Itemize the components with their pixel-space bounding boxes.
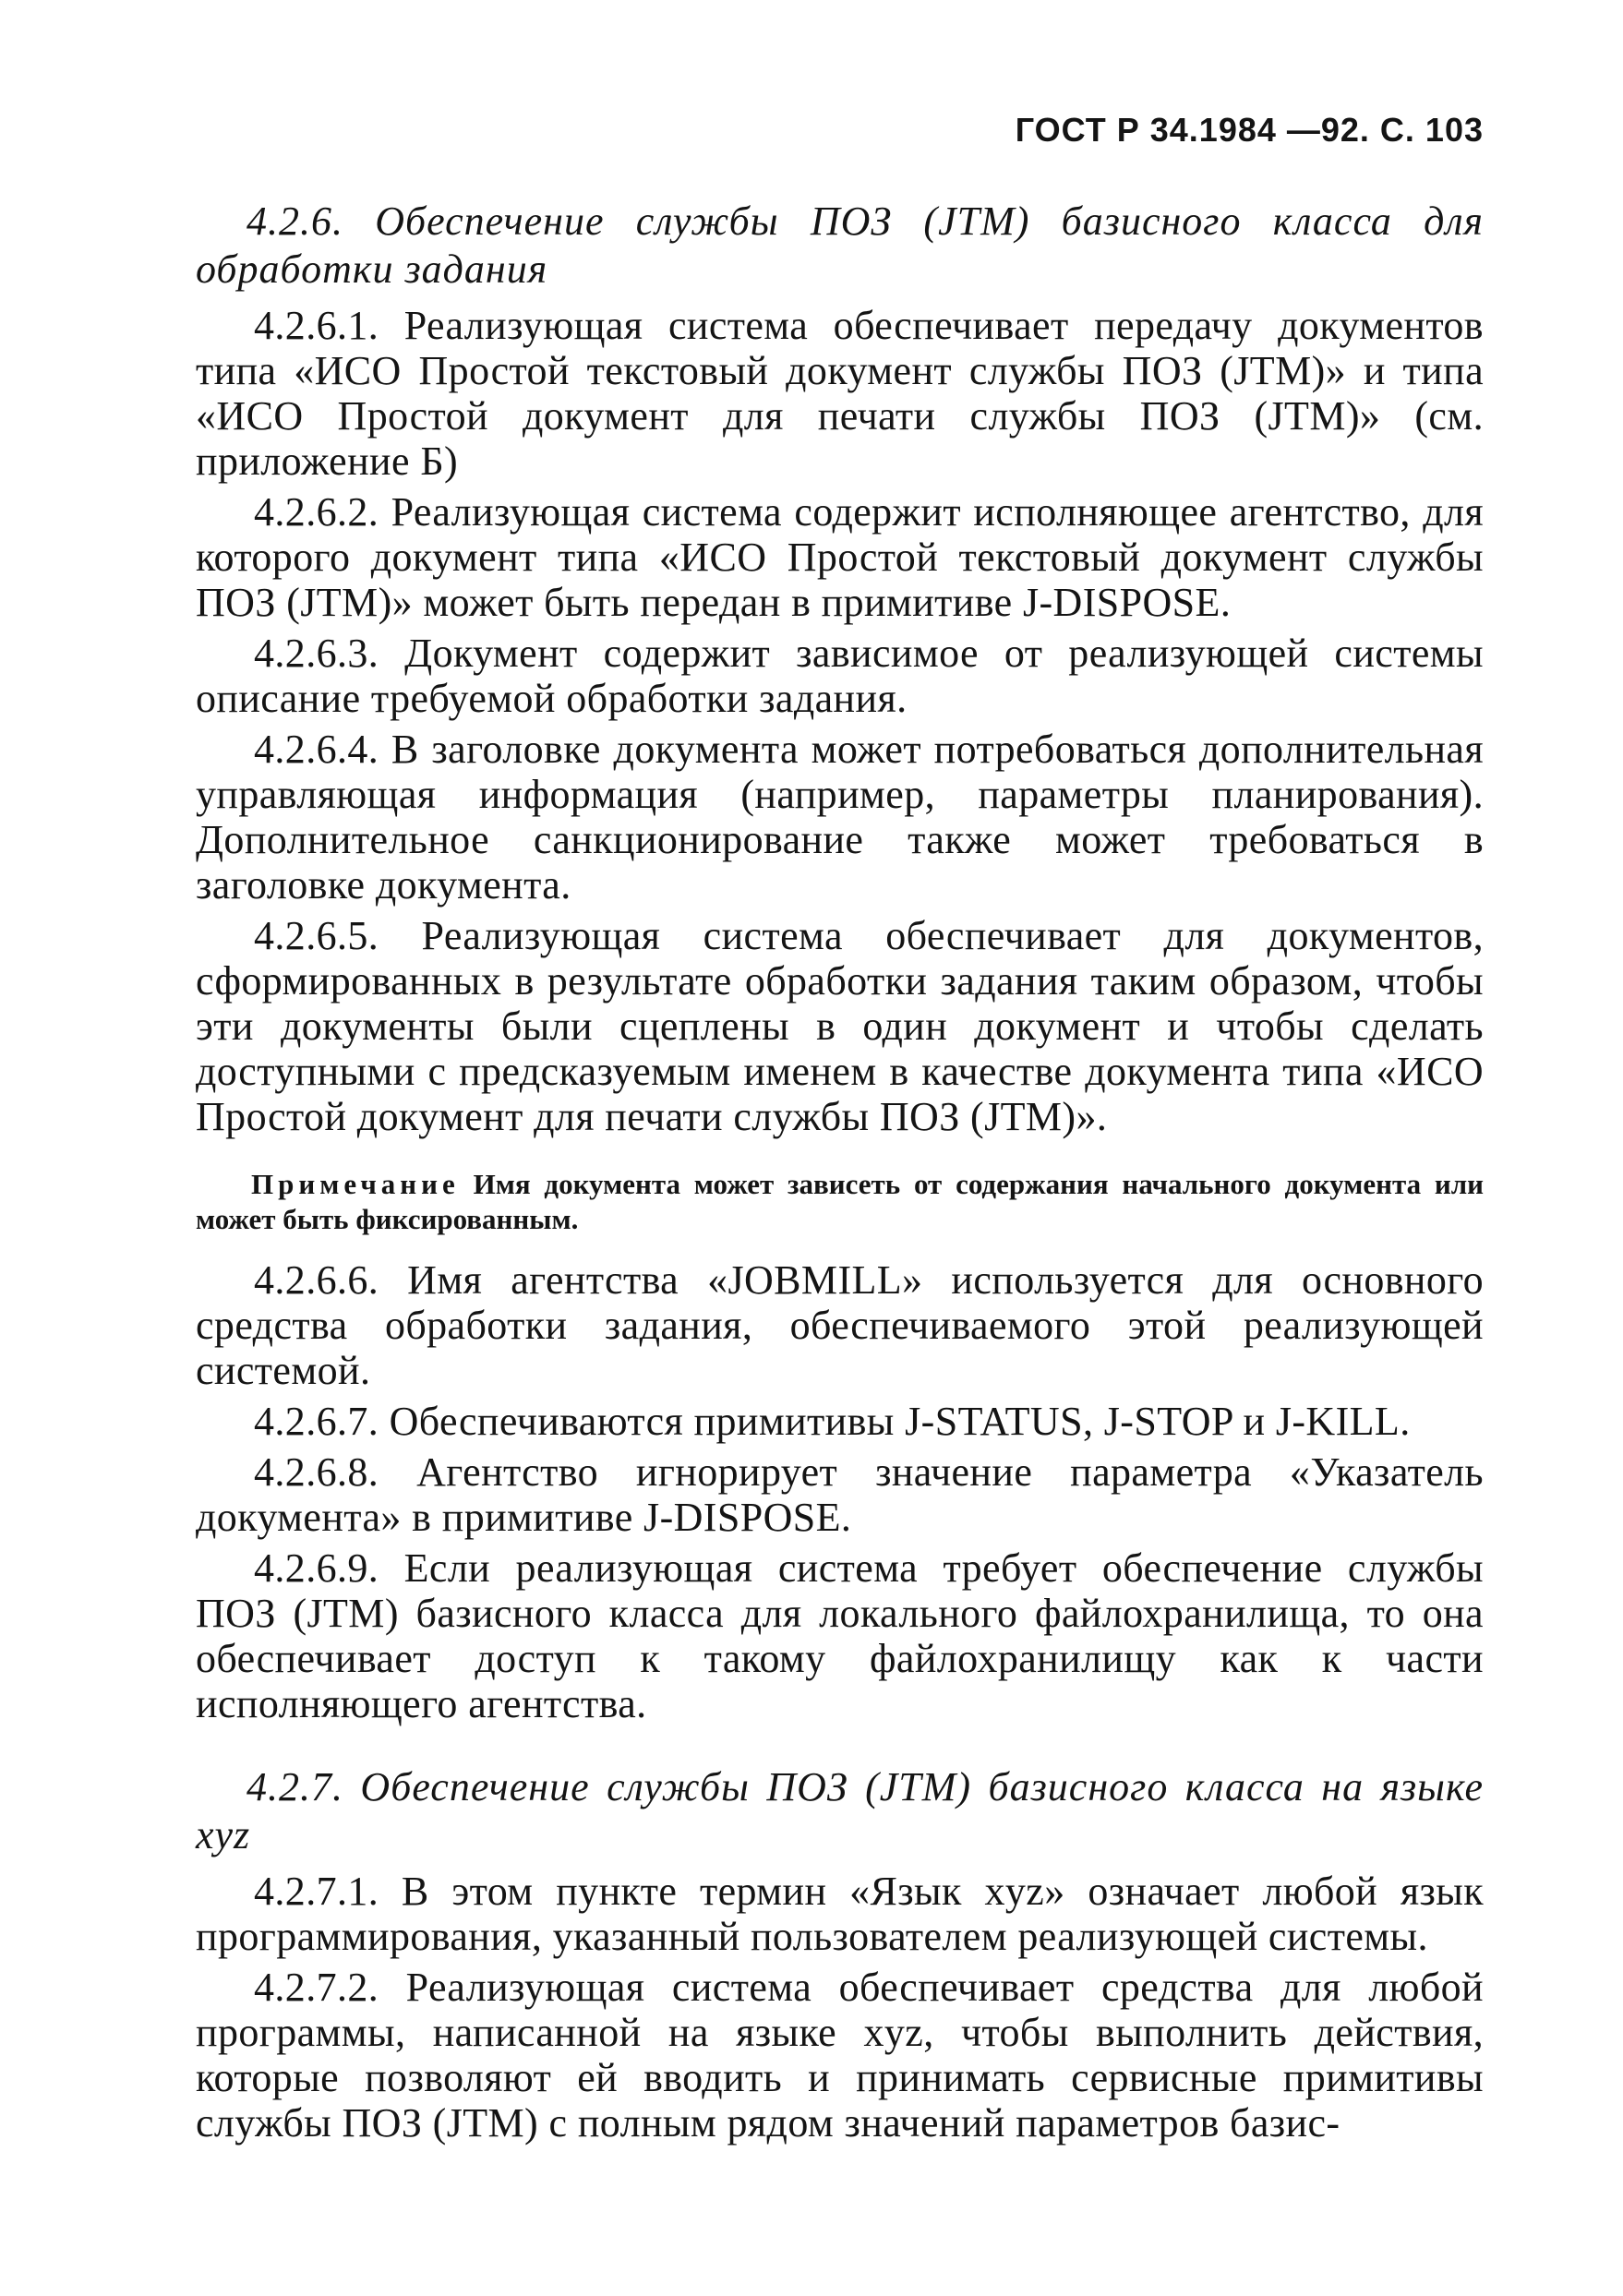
note bbox=[196, 1167, 1484, 1237]
paragraph-4-2-6-4: 4.2.6.4. В заголовке документа может потребоваться дополнительная управляющая информация (например, параметры планирования). Дополнительное санкционирование также может требоваться в заголовке документа. bbox=[196, 727, 1484, 908]
paragraph-4-2-6-1: 4.2.6.1. Реализующая система обеспечивает передачу документов типа «ИСО Простой текстовый документ службы ПОЗ (JTM)» и типа «ИСО Простой документ для печати службы ПОЗ (JTM)» (см. приложение Б) bbox=[196, 303, 1484, 484]
note-text: Имя документа может зависеть от содержания начального документа или может быть фиксированным. bbox=[196, 1168, 1484, 1235]
section-heading-4-2-6: 4.2.6. Обеспечение службы ПОЗ (JTM) базисного класса для обработки задания bbox=[196, 198, 1484, 292]
note-label: Примечание bbox=[251, 1168, 460, 1200]
paragraph-4-2-6-9: 4.2.6.9. Если реализующая система требует обеспечение службы ПОЗ (JTM) базисного класса для локального файлохранилища, то она обеспечивает доступ к такому файлохранилищу как к части исполняющего агентства. bbox=[196, 1545, 1484, 1726]
paragraph-4-2-6-8: 4.2.6.8. Агентство игнорирует значение параметра «Указатель документа» в примитиве J-DISPOSE. bbox=[196, 1449, 1484, 1540]
paragraph-4-2-6-5: 4.2.6.5. Реализующая система обеспечивает для документов, сформированных в результате обработки задания таким образом, чтобы эти документы были сцеплены в один документ и чтобы сделать доступными с предсказуемым именем в качестве документа типа «ИСО Простой документ для печати службы ПОЗ (JTM)». bbox=[196, 913, 1484, 1139]
running-header: ГОСТ Р 34.1984 —92. С. 103 bbox=[1015, 111, 1484, 149]
section-heading-4-2-7: 4.2.7. Обеспечение службы ПОЗ (JTM) базисного класса на языке xyz bbox=[196, 1764, 1484, 1857]
paragraph-4-2-6-7: 4.2.6.7. Обеспечиваются примитивы J-STATUS, J-STOP и J-KILL. bbox=[254, 1399, 1411, 1444]
document-page bbox=[196, 111, 1484, 2151]
paragraph-4-2-6-6: 4.2.6.6. Имя агентства «JOBMILL» используется для основного средства обработки задания, обеспечиваемого этой реализующей системой. bbox=[196, 1257, 1484, 1393]
paragraph-4-2-7-2: 4.2.7.2. Реализующая система обеспечивает средства для любой программы, написанной на языке xyz, чтобы выполнить действия, которые позволяют ей вводить и принимать сервисные примитивы службы ПОЗ (JTM) с полным рядом значений параметров базис- bbox=[196, 1965, 1484, 2146]
paragraph-4-2-7-1: 4.2.7.1. В этом пункте термин «Язык xyz» означает любой язык программирования, указанный пользователем реализующей системы. bbox=[196, 1869, 1484, 1959]
paragraph-4-2-6-3: 4.2.6.3. Документ содержит зависимое от реализующей системы описание требуемой обработки задания. bbox=[196, 631, 1484, 721]
paragraph-4-2-6-2: 4.2.6.2. Реализующая система содержит исполняющее агентство, для которого документ типа «ИСО Простой текстовый документ службы ПОЗ (JTM)» может быть передан в примитиве J-DISPOSE. bbox=[196, 489, 1484, 625]
